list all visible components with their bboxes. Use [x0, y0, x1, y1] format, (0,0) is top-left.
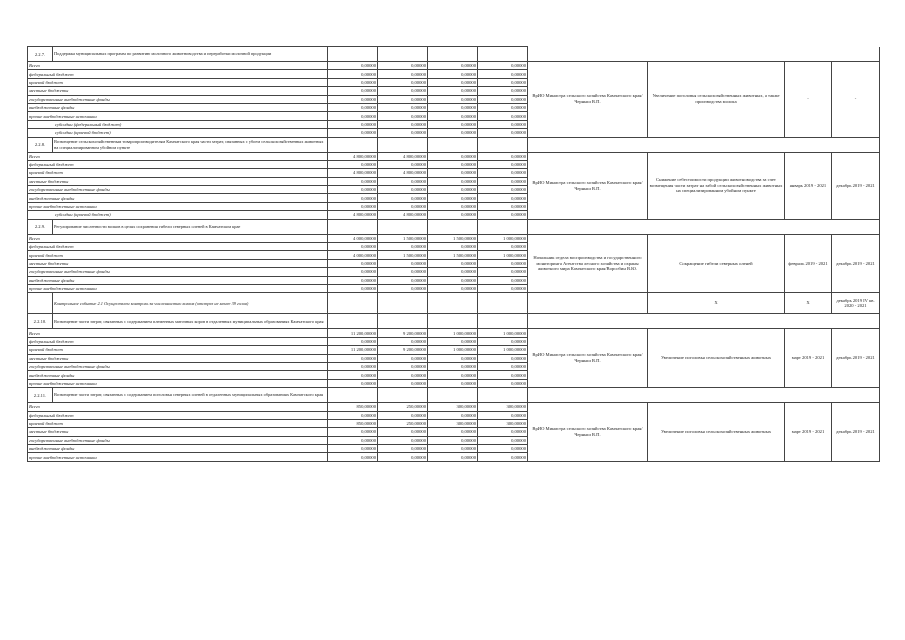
section-spacer	[528, 388, 880, 403]
amount-cell: 0,00000	[478, 243, 528, 251]
start-cell: март 2019 - 2021	[785, 329, 832, 388]
source-label: местные бюджеты	[28, 87, 328, 95]
section-title: Регулирование численности волков в целях сохранения гибели северных оленей в Камчатском крае	[53, 219, 328, 234]
empty-cell	[428, 137, 478, 152]
section-header-row	[28, 47, 880, 62]
amount-cell: 0,00000	[478, 211, 528, 219]
amount-cell: 850,00000	[328, 403, 378, 411]
empty-cell	[478, 314, 528, 329]
amount-cell: 9 200,00000	[378, 346, 428, 354]
section-code: 2.2.10.	[28, 314, 53, 329]
source-label: государственные внебюджетные фонды	[28, 268, 328, 276]
amount-cell: 0,00000	[428, 428, 478, 436]
amount-cell: 0,00000	[378, 268, 428, 276]
amount-cell: 0,00000	[428, 211, 478, 219]
amount-cell: 1 000,00000	[478, 329, 528, 337]
amount-cell: 300,00000	[478, 419, 528, 427]
amount-cell: 0,00000	[428, 371, 478, 379]
control-event-row	[28, 293, 880, 314]
amount-cell: 0,00000	[478, 276, 528, 284]
source-label: краевой бюджет	[28, 346, 328, 354]
amount-cell: 1 000,00000	[478, 346, 528, 354]
amount-cell: 0,00000	[328, 95, 378, 103]
section-header-row	[28, 219, 880, 234]
source-label: внебюджетные фонды	[28, 103, 328, 111]
source-label: прочие внебюджетные источники	[28, 112, 328, 120]
amount-cell: 250,00000	[378, 403, 428, 411]
end-cell: декабрь 2019 - 2021	[832, 234, 880, 293]
source-label: краевой бюджет	[28, 78, 328, 86]
amount-cell: 0,00000	[378, 428, 428, 436]
empty-cell	[528, 293, 648, 314]
source-label: краевой бюджет	[28, 251, 328, 259]
table-row	[28, 403, 880, 411]
section-code: 2.2.9.	[28, 219, 53, 234]
amount-cell: 0,00000	[428, 259, 478, 267]
section-spacer	[528, 219, 880, 234]
source-label: государственные внебюджетные фонды	[28, 186, 328, 194]
amount-cell: 0,00000	[378, 103, 428, 111]
amount-cell: 0,00000	[378, 259, 428, 267]
amount-cell: 4 000,00000	[328, 251, 378, 259]
source-label: местные бюджеты	[28, 354, 328, 362]
empty-cell	[428, 388, 478, 403]
control-event-text: Контрольное событие 2.1 Осуществлен контроль за численностью волков (отстрел не менее 39 голов)	[53, 293, 328, 314]
amount-cell: 0,00000	[378, 160, 428, 168]
amount-cell: 0,00000	[478, 284, 528, 292]
amount-cell: 0,00000	[328, 337, 378, 345]
amount-cell: 0,00000	[378, 337, 428, 345]
source-label: прочие внебюджетные источники	[28, 379, 328, 387]
amount-cell: 0,00000	[328, 411, 378, 419]
amount-cell: 250,00000	[378, 419, 428, 427]
amount-cell: 0,00000	[328, 276, 378, 284]
amount-cell: 0,00000	[328, 268, 378, 276]
empty-cell	[378, 219, 428, 234]
result-cell: Увеличение поголовья сельскохозяйственных животных, а также производства молока	[648, 62, 785, 138]
amount-cell: 1 000,00000	[478, 234, 528, 242]
amount-cell: 0,00000	[478, 177, 528, 185]
amount-cell: 4 800,00000	[378, 169, 428, 177]
amount-cell: 0,00000	[378, 129, 428, 137]
amount-cell: 0,00000	[478, 120, 528, 128]
amount-cell: 0,00000	[328, 284, 378, 292]
empty-cell	[328, 137, 378, 152]
amount-cell: 0,00000	[428, 169, 478, 177]
amount-cell: 0,00000	[428, 411, 478, 419]
amount-cell: 0,00000	[378, 362, 428, 370]
amount-cell: 0,00000	[428, 120, 478, 128]
amount-cell: 0,00000	[378, 453, 428, 461]
amount-cell: 0,00000	[478, 445, 528, 453]
amount-cell: 0,00000	[378, 276, 428, 284]
source-label: Всего	[28, 329, 328, 337]
amount-cell: 0,00000	[378, 186, 428, 194]
section-spacer	[528, 314, 880, 329]
amount-cell: 0,00000	[478, 194, 528, 202]
empty-cell	[378, 137, 428, 152]
source-label: субсидии (федеральный бюджет)	[28, 120, 328, 128]
amount-cell: 0,00000	[428, 354, 478, 362]
amount-cell: 0,00000	[378, 436, 428, 444]
amount-cell: 0,00000	[328, 120, 378, 128]
amount-cell: 0,00000	[378, 62, 428, 70]
source-label: субсидии (краевой бюджет)	[28, 129, 328, 137]
source-label: Всего	[28, 403, 328, 411]
section-title: Поддержка муниципальных программ по развитию молочного животноводства и переработки молочной продукции	[53, 47, 328, 62]
empty-cell	[328, 293, 378, 314]
amount-cell: 0,00000	[478, 186, 528, 194]
amount-cell: 0,00000	[478, 411, 528, 419]
result-cell: Увеличение поголовья сельскохозяйственных животных	[648, 329, 785, 388]
empty-cell	[478, 47, 528, 62]
end-cell: декабрь 2019 - 2021	[832, 152, 880, 219]
amount-cell: 0,00000	[478, 354, 528, 362]
amount-cell: 0,00000	[328, 453, 378, 461]
amount-cell: 0,00000	[378, 379, 428, 387]
start-cell: март 2019 - 2021	[785, 403, 832, 462]
source-label: Всего	[28, 152, 328, 160]
table-row	[28, 329, 880, 337]
amount-cell: 0,00000	[478, 95, 528, 103]
amount-cell: 0,00000	[428, 78, 478, 86]
amount-cell: 1 500,00000	[428, 251, 478, 259]
amount-cell: 1 000,00000	[428, 329, 478, 337]
empty-cell	[28, 293, 53, 314]
source-label: внебюджетные фонды	[28, 276, 328, 284]
amount-cell: 4 000,00000	[328, 234, 378, 242]
amount-cell: 0,00000	[428, 62, 478, 70]
end-cell: декабрь 2019 - 2021	[832, 403, 880, 462]
amount-cell: 0,00000	[428, 129, 478, 137]
source-label: внебюджетные фонды	[28, 194, 328, 202]
end-cell: -	[832, 62, 880, 138]
document-page	[27, 46, 879, 554]
amount-cell: 4 800,00000	[378, 152, 428, 160]
section-spacer	[528, 137, 880, 152]
amount-cell: 0,00000	[478, 112, 528, 120]
result-cell: Увеличение поголовья сельскохозяйственных животных	[648, 403, 785, 462]
source-label: федеральный бюджет	[28, 337, 328, 345]
amount-cell: 0,00000	[478, 259, 528, 267]
responsible-cell: ВрИО Министра сельского хозяйства Камчатского края/Черныш В.П.	[528, 62, 648, 138]
source-label: внебюджетные фонды	[28, 371, 328, 379]
section-code: 2.2.11.	[28, 388, 53, 403]
amount-cell: 0,00000	[478, 379, 528, 387]
start-cell: февраль 2019 - 2021	[785, 234, 832, 293]
source-label: внебюджетные фонды	[28, 445, 328, 453]
empty-cell	[328, 314, 378, 329]
section-title: Возмещение части затрат, связанных с содержанием племенных маточных коров в отдаленных муниципальных образованиях Камчатского края	[53, 314, 328, 329]
amount-cell: 0,00000	[478, 129, 528, 137]
amount-cell: 0,00000	[378, 87, 428, 95]
amount-cell: 0,00000	[428, 453, 478, 461]
section-header-row	[28, 388, 880, 403]
empty-cell	[478, 137, 528, 152]
amount-cell: 0,00000	[328, 62, 378, 70]
control-date: декабрь 2019 IV кв. 2020 - 2021	[832, 293, 880, 314]
source-label: федеральный бюджет	[28, 70, 328, 78]
source-label: прочие внебюджетные источники	[28, 453, 328, 461]
source-label: федеральный бюджет	[28, 411, 328, 419]
source-label: Всего	[28, 62, 328, 70]
amount-cell: 0,00000	[428, 177, 478, 185]
empty-cell	[328, 388, 378, 403]
source-label: краевой бюджет	[28, 169, 328, 177]
empty-cell	[378, 388, 428, 403]
amount-cell: 0,00000	[428, 95, 478, 103]
empty-cell	[428, 47, 478, 62]
amount-cell: 1 500,00000	[378, 251, 428, 259]
amount-cell: 0,00000	[378, 70, 428, 78]
amount-cell: 11 200,00000	[328, 329, 378, 337]
amount-cell: 0,00000	[328, 78, 378, 86]
amount-cell: 300,00000	[428, 403, 478, 411]
table-row	[28, 234, 880, 242]
amount-cell: 0,00000	[328, 259, 378, 267]
table-body	[28, 47, 880, 462]
amount-cell: 0,00000	[378, 354, 428, 362]
responsible-cell: ВрИО Министра сельского хозяйства Камчатского края/Черныш В.П.	[528, 329, 648, 388]
amount-cell: 0,00000	[428, 160, 478, 168]
amount-cell: 0,00000	[328, 186, 378, 194]
table-row	[28, 152, 880, 160]
empty-cell	[478, 293, 528, 314]
amount-cell: 0,00000	[428, 112, 478, 120]
amount-cell: 0,00000	[328, 362, 378, 370]
table-row	[28, 62, 880, 70]
start-cell: январь 2019 - 2021	[785, 152, 832, 219]
amount-cell: 0,00000	[428, 362, 478, 370]
amount-cell: 0,00000	[328, 194, 378, 202]
amount-cell: 1 000,00000	[478, 251, 528, 259]
empty-cell	[428, 219, 478, 234]
control-mark: X	[648, 293, 785, 314]
amount-cell: 0,00000	[478, 371, 528, 379]
amount-cell: 0,00000	[478, 87, 528, 95]
section-title: Возмещение части затрат, связанных с содержанием поголовья северных оленей в отдаленных муниципальных образованиях Камчатского края	[53, 388, 328, 403]
amount-cell: 0,00000	[478, 103, 528, 111]
source-label: государственные внебюджетные фонды	[28, 95, 328, 103]
amount-cell: 0,00000	[378, 95, 428, 103]
amount-cell: 300,00000	[478, 403, 528, 411]
amount-cell: 0,00000	[328, 371, 378, 379]
amount-cell: 0,00000	[378, 202, 428, 210]
amount-cell: 0,00000	[328, 379, 378, 387]
source-label: прочие внебюджетные источники	[28, 202, 328, 210]
responsible-cell: Начальник отдела воспроизводства и государственного мониторинга Агентства лесного хозяйства и охраны животного мира Камчатского края/Ворсобин В.Ю.	[528, 234, 648, 293]
amount-cell: 0,00000	[378, 120, 428, 128]
amount-cell: 0,00000	[328, 202, 378, 210]
amount-cell: 0,00000	[328, 112, 378, 120]
amount-cell: 1 500,00000	[428, 234, 478, 242]
amount-cell: 0,00000	[428, 194, 478, 202]
start-cell: -	[785, 62, 832, 138]
amount-cell: 0,00000	[328, 177, 378, 185]
amount-cell: 0,00000	[428, 103, 478, 111]
amount-cell: 0,00000	[328, 160, 378, 168]
source-label: федеральный бюджет	[28, 243, 328, 251]
empty-cell	[328, 47, 378, 62]
amount-cell: 0,00000	[328, 436, 378, 444]
source-label: местные бюджеты	[28, 428, 328, 436]
empty-cell	[478, 219, 528, 234]
amount-cell: 0,00000	[328, 129, 378, 137]
amount-cell: 0,00000	[328, 243, 378, 251]
source-label: Всего	[28, 234, 328, 242]
amount-cell: 0,00000	[478, 160, 528, 168]
amount-cell: 4 800,00000	[328, 169, 378, 177]
amount-cell: 0,00000	[478, 78, 528, 86]
source-label: субсидии (краевой бюджет)	[28, 211, 328, 219]
amount-cell: 0,00000	[328, 445, 378, 453]
amount-cell: 0,00000	[428, 186, 478, 194]
source-label: государственные внебюджетные фонды	[28, 362, 328, 370]
source-label: местные бюджеты	[28, 177, 328, 185]
amount-cell: 0,00000	[428, 268, 478, 276]
program-table	[27, 46, 880, 462]
amount-cell: 4 800,00000	[328, 152, 378, 160]
amount-cell: 0,00000	[428, 379, 478, 387]
source-label: федеральный бюджет	[28, 160, 328, 168]
amount-cell: 0,00000	[328, 87, 378, 95]
section-header-row	[28, 137, 880, 152]
amount-cell: 4 800,00000	[328, 211, 378, 219]
responsible-cell: ВрИО Министра сельского хозяйства Камчатского края/Черныш В.П.	[528, 152, 648, 219]
amount-cell: 0,00000	[378, 243, 428, 251]
amount-cell: 0,00000	[378, 445, 428, 453]
section-spacer	[528, 47, 880, 62]
amount-cell: 0,00000	[328, 354, 378, 362]
amount-cell: 0,00000	[478, 362, 528, 370]
amount-cell: 9 200,00000	[378, 329, 428, 337]
amount-cell: 0,00000	[378, 411, 428, 419]
empty-cell	[478, 388, 528, 403]
control-mark: X	[785, 293, 832, 314]
amount-cell: 0,00000	[428, 202, 478, 210]
amount-cell: 0,00000	[478, 169, 528, 177]
amount-cell: 0,00000	[428, 243, 478, 251]
amount-cell: 0,00000	[428, 70, 478, 78]
section-title: Возмещение сельскохозяйственным товаропроизводителям Камчатского края части затрат, связанных с убоем сельскохозяйственных животных на специализированном убойном пункте	[53, 137, 328, 152]
amount-cell: 0,00000	[428, 284, 478, 292]
amount-cell: 0,00000	[328, 70, 378, 78]
amount-cell: 0,00000	[378, 177, 428, 185]
amount-cell: 0,00000	[478, 436, 528, 444]
amount-cell: 300,00000	[428, 419, 478, 427]
source-label: прочие внебюджетные источники	[28, 284, 328, 292]
amount-cell: 0,00000	[428, 152, 478, 160]
empty-cell	[328, 219, 378, 234]
section-header-row	[28, 314, 880, 329]
amount-cell: 0,00000	[378, 371, 428, 379]
empty-cell	[378, 47, 428, 62]
amount-cell: 0,00000	[478, 428, 528, 436]
empty-cell	[428, 293, 478, 314]
source-label: местные бюджеты	[28, 259, 328, 267]
amount-cell: 0,00000	[478, 62, 528, 70]
amount-cell: 0,00000	[478, 152, 528, 160]
amount-cell: 0,00000	[378, 194, 428, 202]
amount-cell: 0,00000	[328, 428, 378, 436]
amount-cell: 0,00000	[428, 436, 478, 444]
amount-cell: 11 200,00000	[328, 346, 378, 354]
empty-cell	[428, 314, 478, 329]
amount-cell: 850,00000	[328, 419, 378, 427]
amount-cell: 0,00000	[378, 78, 428, 86]
amount-cell: 0,00000	[328, 103, 378, 111]
amount-cell: 1 000,00000	[428, 346, 478, 354]
result-cell: Снижение себестоимости продукции животноводства за счет возмещения части затрат на забой сельскохозяйственных животных на специализированном убойном пункте	[648, 152, 785, 219]
source-label: краевой бюджет	[28, 419, 328, 427]
amount-cell: 0,00000	[428, 87, 478, 95]
section-code: 2.2.8.	[28, 137, 53, 152]
amount-cell: 0,00000	[428, 337, 478, 345]
amount-cell: 0,00000	[478, 337, 528, 345]
amount-cell: 0,00000	[478, 70, 528, 78]
section-code: 2.2.7.	[28, 47, 53, 62]
amount-cell: 0,00000	[378, 112, 428, 120]
amount-cell: 1 500,00000	[378, 234, 428, 242]
amount-cell: 0,00000	[478, 202, 528, 210]
amount-cell: 0,00000	[478, 268, 528, 276]
empty-cell	[378, 314, 428, 329]
empty-cell	[378, 293, 428, 314]
responsible-cell: ВрИО Министра сельского хозяйства Камчатского края/Черныш В.П.	[528, 403, 648, 462]
amount-cell: 0,00000	[478, 453, 528, 461]
amount-cell: 0,00000	[378, 284, 428, 292]
amount-cell: 0,00000	[428, 276, 478, 284]
amount-cell: 4 800,00000	[378, 211, 428, 219]
end-cell: декабрь 2019 - 2021	[832, 329, 880, 388]
source-label: государственные внебюджетные фонды	[28, 436, 328, 444]
result-cell: Сокращение гибели северных оленей	[648, 234, 785, 293]
amount-cell: 0,00000	[428, 445, 478, 453]
